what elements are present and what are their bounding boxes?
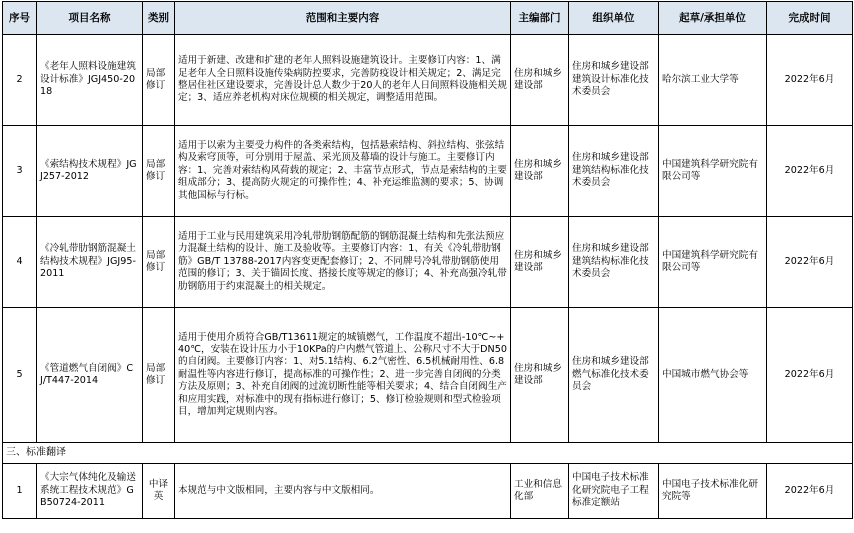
- row-category: 局部修订: [143, 308, 175, 443]
- row-category: 局部修订: [143, 126, 175, 217]
- header-drafter: 起草/承担单位: [659, 2, 767, 35]
- table-row: [3, 308, 853, 443]
- row-no: 4: [3, 217, 37, 308]
- row-drafter: 中国建筑科学研究院有限公司等: [659, 217, 767, 308]
- row-time: 2022年6月: [767, 126, 853, 217]
- row-dept: 住房和城乡建设部: [511, 126, 569, 217]
- section-title: 三、标准翻译: [3, 443, 853, 464]
- header-no: 序号: [3, 2, 37, 35]
- row-org: 住房和城乡建设部建筑结构标准化技术委员会: [569, 217, 659, 308]
- row-no: 3: [3, 126, 37, 217]
- header-category: 类别: [143, 2, 175, 35]
- header-row: [3, 2, 853, 35]
- row-drafter: 哈尔滨工业大学等: [659, 35, 767, 126]
- row-drafter: 中国城市燃气协会等: [659, 308, 767, 443]
- section-row: [3, 443, 853, 464]
- row-category: 局部修订: [143, 217, 175, 308]
- table-row: [3, 464, 853, 519]
- standards-table: [2, 1, 853, 519]
- header-org: 组织单位: [569, 2, 659, 35]
- row-dept: 工业和信息化部: [511, 464, 569, 519]
- row-no: 5: [3, 308, 37, 443]
- row-org: 中国电子技术标准化研究院电子工程标准定额站: [569, 464, 659, 519]
- row-time: 2022年6月: [767, 217, 853, 308]
- row-no: 2: [3, 35, 37, 126]
- table-row: [3, 126, 853, 217]
- row-org: 住房和城乡建设部建筑设计标准化技术委员会: [569, 35, 659, 126]
- table-row: [3, 35, 853, 126]
- row-dept: 住房和城乡建设部: [511, 308, 569, 443]
- row-scope: 本规范与中文版相同，主要内容与中文版相同。: [175, 464, 511, 519]
- row-scope: 适用于使用介质符合GB/T13611规定的城镇燃气，工作温度不超出-10℃~+40℃，安装在设计压力小于10KPa的户内燃气管道上、公称尺寸不大于DN50的自闭阀。主要修订内容：1、对5.1结构、6.2气密性、6.5机械耐用性、6.8耐温性等内容进行修订，提高标准的可操作性；2、进一步完善自闭阀的分类方法及原则；3、补充自闭阀的过流切断性能等相关要求；4、结合自闭阀生产和应用实践，对标准中的现有指标进行修订；5、修订检验规则和型式检验项目，增加判定规则内容。: [175, 308, 511, 443]
- header-time: 完成时间: [767, 2, 853, 35]
- row-category: 中译英: [143, 464, 175, 519]
- row-time: 2022年6月: [767, 464, 853, 519]
- row-category: 局部修订: [143, 35, 175, 126]
- row-name: 《老年人照料设施建筑设计标准》JGJ450-2018: [37, 35, 143, 126]
- row-no: 1: [3, 464, 37, 519]
- header-name: 项目名称: [37, 2, 143, 35]
- row-dept: 住房和城乡建设部: [511, 217, 569, 308]
- row-name: 《索结构技术规程》JGJ257-2012: [37, 126, 143, 217]
- row-org: 住房和城乡建设部燃气标准化技术委员会: [569, 308, 659, 443]
- row-drafter: 中国电子技术标准化研究院等: [659, 464, 767, 519]
- row-dept: 住房和城乡建设部: [511, 35, 569, 126]
- row-scope: 适用于以索为主要受力构件的各类索结构，包括悬索结构、斜拉结构、张弦结构及索穹顶等，可分别用于屋盖、采光顶及幕墙的设计与施工。主要修订内容：1、完善对索结构风荷载的规定；2、丰富节点形式，节点是索结构的主要组成部分；3、提高防火规定的可操作性；4、补充运维监测的要求；5、协调其他国标与行标。: [175, 126, 511, 217]
- row-scope: 适用于新建、改建和扩建的老年人照料设施建筑设计。主要修订内容：1、满足老年人全日照料设施传染病防控要求，完善防疫设计相关规定；2、满足完整居住社区建设要求，完善设计总人数少于20人的老年人日间照料设施相关规定；3、适应养老机构对床位规模的相关规定，调整适用范围。: [175, 35, 511, 126]
- row-scope: 适用于工业与民用建筑采用冷轧带肋钢筋配筋的钢筋混凝土结构和先张法预应力混凝土结构的设计、施工及验收等。主要修订内容：1、有关《冷轧带肋钢筋》GB/T 13788-2017内容变更配套修订；2、不同牌号冷轧带肋钢筋使用范围的修订；3、关于锚固长度、搭接长度等规定的修订；4、补充高强冷轧带肋钢筋用于约束混凝土的相关规定。: [175, 217, 511, 308]
- header-dept: 主编部门: [511, 2, 569, 35]
- row-name: 《管道燃气自闭阀》CJ/T447-2014: [37, 308, 143, 443]
- row-time: 2022年6月: [767, 35, 853, 126]
- row-name: 《冷轧带肋钢筋混凝土结构技术规程》JGJ95-2011: [37, 217, 143, 308]
- header-scope: 范围和主要内容: [175, 2, 511, 35]
- row-name: 《大宗气体纯化及输送系统工程技术规范》GB50724-2011: [37, 464, 143, 519]
- row-time: 2022年6月: [767, 308, 853, 443]
- row-drafter: 中国建筑科学研究院有限公司等: [659, 126, 767, 217]
- row-org: 住房和城乡建设部建筑结构标准化技术委员会: [569, 126, 659, 217]
- table-row: [3, 217, 853, 308]
